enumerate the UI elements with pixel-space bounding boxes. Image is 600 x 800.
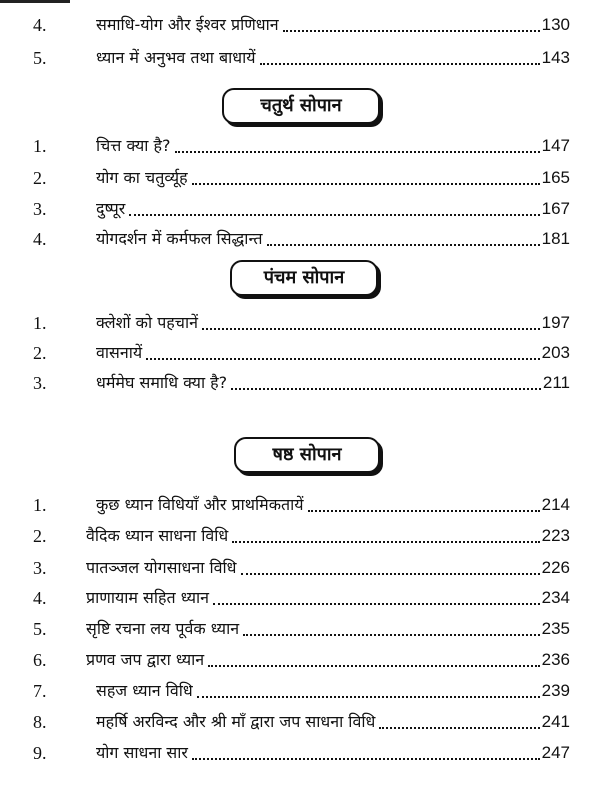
toc-entry[interactable]: [0, 555, 600, 581]
entry-number: 8.: [33, 712, 47, 732]
toc-entry[interactable]: [0, 12, 600, 38]
toc-entry[interactable]: [0, 523, 600, 549]
entry-number: 5.: [33, 619, 47, 639]
toc-entry[interactable]: [0, 492, 600, 518]
leader-dots: [232, 541, 539, 543]
leader-dots: [283, 30, 540, 32]
entry-number: 1.: [33, 136, 47, 156]
entry-title: क्लेशों को पहचानें: [96, 313, 198, 332]
entry-page: 236: [541, 650, 570, 669]
leader-dots: [146, 358, 539, 360]
leader-dots: [213, 603, 540, 605]
entry-page: 147: [541, 136, 570, 155]
entry-page: 226: [541, 558, 570, 577]
toc-entry[interactable]: [0, 709, 600, 735]
entry-number: 3.: [33, 373, 47, 393]
toc-entry[interactable]: [0, 133, 600, 159]
entry-page: 214: [541, 495, 570, 514]
entry-number: 2.: [33, 343, 47, 363]
entry-title: समाधि-योग और ईश्वर प्रणिधान: [96, 15, 279, 34]
leader-dots: [260, 63, 540, 65]
entry-title: ध्यान में अनुभव तथा बाधायें: [96, 48, 256, 67]
entry-title: वासनायें: [96, 343, 143, 362]
entry-number: 5.: [33, 48, 47, 68]
entry-title: सहज ध्यान विधि: [96, 681, 193, 700]
section-heading-4: चतुर्थ सोपान: [222, 88, 380, 124]
entry-title: कुछ ध्यान विधियाँ और प्राथमिकतायें: [96, 495, 304, 514]
toc-entry[interactable]: [0, 310, 600, 336]
entry-title: योग का चतुर्व्यूह: [96, 168, 188, 187]
entry-page: 167: [541, 199, 570, 218]
entry-page: 235: [541, 619, 570, 638]
leader-dots: [208, 665, 539, 667]
toc-entry[interactable]: [0, 740, 600, 766]
entry-title: वैदिक ध्यान साधना विधि: [86, 526, 229, 545]
entry-number: 4.: [33, 15, 47, 35]
section-heading-5: पंचम सोपान: [230, 260, 378, 296]
leader-dots: [308, 510, 540, 512]
top-rule: [0, 0, 70, 3]
toc-entry[interactable]: [0, 165, 600, 191]
toc-entry[interactable]: [0, 678, 600, 704]
entry-number: 6.: [33, 650, 47, 670]
leader-dots: [267, 244, 540, 246]
entry-page: 241: [541, 712, 570, 731]
entry-number: 1.: [33, 313, 47, 333]
toc-entry[interactable]: [0, 45, 600, 71]
toc-entry[interactable]: [0, 370, 600, 396]
entry-number: 3.: [33, 199, 47, 219]
entry-title: प्राणायाम सहित ध्यान: [86, 588, 210, 607]
entry-title: पातञ्जल योगसाधना विधि: [86, 558, 237, 577]
toc-entry[interactable]: [0, 196, 600, 222]
entry-number: 3.: [33, 558, 47, 578]
leader-dots: [175, 151, 540, 153]
leader-dots: [197, 696, 540, 698]
leader-dots: [192, 183, 540, 185]
entry-title: दुष्पूर: [96, 199, 126, 218]
entry-page: 211: [542, 373, 570, 392]
section-heading-6: षष्ठ सोपान: [234, 437, 380, 473]
entry-number: 4.: [33, 229, 47, 249]
entry-title: सृष्टि रचना लय पूर्वक ध्यान: [86, 619, 240, 638]
toc-entry[interactable]: [0, 647, 600, 673]
entry-page: 181: [541, 229, 570, 248]
leader-dots: [231, 388, 541, 390]
leader-dots: [192, 758, 540, 760]
toc-entry[interactable]: [0, 226, 600, 252]
toc-entry[interactable]: [0, 616, 600, 642]
entry-page: 197: [541, 313, 570, 332]
entry-number: 7.: [33, 681, 47, 701]
leader-dots: [379, 727, 539, 729]
entry-title: चित्त क्या है?: [96, 136, 171, 155]
entry-number: 2.: [33, 526, 47, 546]
entry-page: 203: [541, 343, 570, 362]
toc-entry[interactable]: [0, 340, 600, 366]
entry-title: योगदर्शन में कर्मफल सिद्धान्त: [96, 229, 263, 248]
entry-number: 9.: [33, 743, 47, 763]
entry-number: 4.: [33, 588, 47, 608]
entry-title: धर्ममेघ समाधि क्या है?: [96, 373, 228, 392]
leader-dots: [243, 634, 540, 636]
entry-page: 247: [541, 743, 570, 762]
entry-page: 223: [541, 526, 570, 545]
leader-dots: [129, 214, 539, 216]
entry-title: योग साधना सार: [96, 743, 188, 762]
leader-dots: [241, 573, 540, 575]
entry-page: 165: [541, 168, 570, 187]
toc-entry[interactable]: [0, 585, 600, 611]
entry-number: 1.: [33, 495, 47, 515]
entry-page: 239: [541, 681, 570, 700]
entry-page: 130: [541, 15, 570, 34]
entry-title: महर्षि अरविन्द और श्री माँ द्वारा जप साधना विधि: [96, 712, 376, 731]
entry-page: 143: [541, 48, 570, 67]
entry-number: 2.: [33, 168, 47, 188]
entry-page: 234: [541, 588, 570, 607]
leader-dots: [202, 328, 540, 330]
entry-title: प्रणव जप द्वारा ध्यान: [86, 650, 205, 669]
